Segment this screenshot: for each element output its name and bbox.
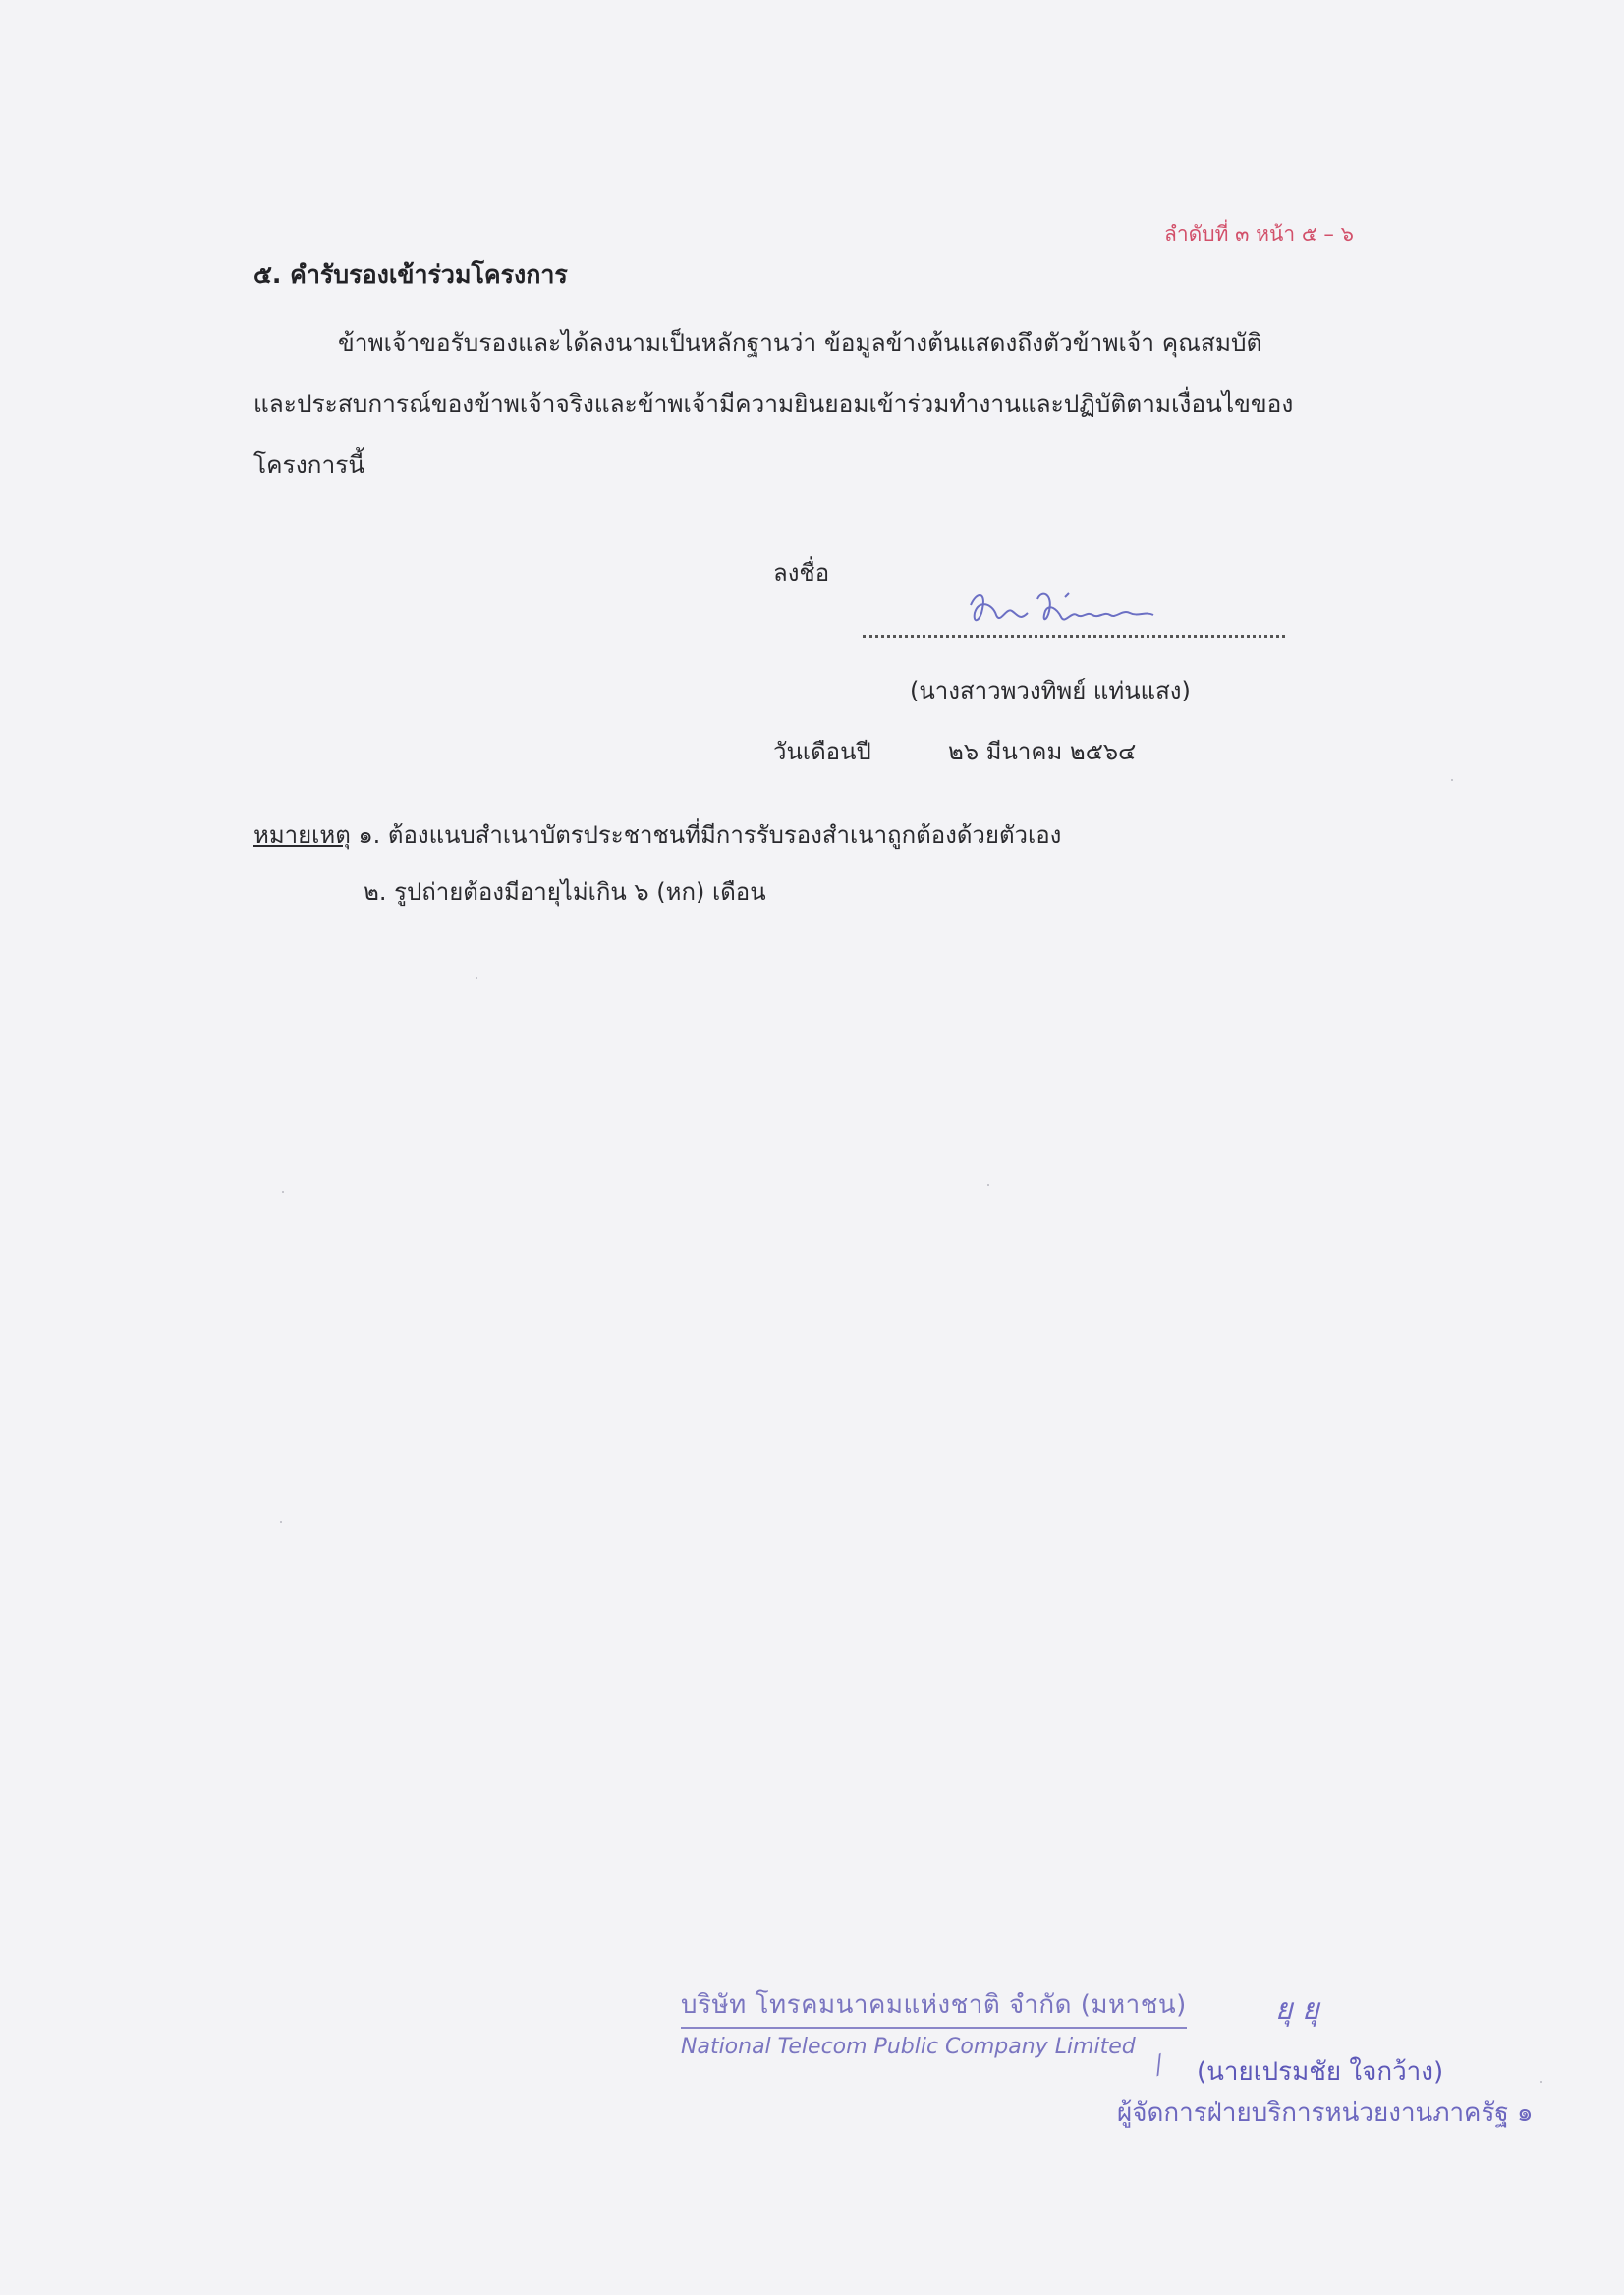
- officer-title: ผู้จัดการฝ่ายบริการหน่วยงานภาครัฐ ๑: [1117, 2099, 1534, 2128]
- section-heading: ๕. คำรับรองเข้าร่วมโครงการ: [253, 260, 568, 289]
- paper-speck: [282, 1191, 284, 1193]
- company-stamp: [681, 1985, 1187, 2059]
- paragraph-line: และประสบการณ์ของข้าพเจ้าจริงและข้าพเจ้ามีความยินยอมเข้าร่วมทำงานและปฏิบัติตามเงื่อนไขของ: [253, 389, 1294, 418]
- stamp-company-thai: บริษัท โทรคมนาคมแห่งชาติ จำกัด (มหาชน): [681, 1985, 1187, 2029]
- handwritten-signature: [963, 586, 1179, 641]
- note-text: ๑. ต้องแนบสำเนาบัตรประชาชนที่มีการรับรองสำเนาถูกต้องด้วยตัวเอง: [358, 821, 1062, 849]
- signature-line: [863, 635, 1285, 638]
- paper-speck: [280, 1521, 282, 1523]
- note-item-1: [253, 815, 1061, 854]
- tick-mark: ⁄: [1150, 2051, 1168, 2081]
- page-reference: ลำดับที่ ๓ หน้า ๕ – ๖: [1164, 222, 1354, 246]
- handwritten-initials: ยุ ยุ: [1275, 1992, 1319, 2027]
- signature-label: ลงชื่อ: [773, 559, 830, 587]
- officer-name: (นายเปรมชัย ใจกว้าง): [1197, 2057, 1444, 2087]
- paper-speck: [1540, 2081, 1542, 2083]
- note-label: หมายเหตุ: [253, 821, 351, 849]
- note-item-2: ๒. รูปถ่ายต้องมีอายุไม่เกิน ๖ (หก) เดือน: [364, 878, 766, 906]
- paragraph-line: โครงการนี้: [253, 450, 365, 478]
- stamp-company-english: National Telecom Public Company Limited: [681, 2035, 1136, 2059]
- paper-speck: [1451, 779, 1453, 781]
- paragraph-line: ข้าพเจ้าขอรับรองและได้ลงนามเป็นหลักฐานว่า ข้อมูลข้างต้นแสดงถึงตัวข้าพเจ้า คุณสมบัติ: [338, 328, 1262, 357]
- certification-paragraph: [253, 312, 1354, 495]
- signer-printed-name: (นางสาวพวงทิพย์ แท่นแสง): [910, 677, 1191, 704]
- paper-speck: [987, 1184, 989, 1186]
- paper-speck: [476, 977, 477, 979]
- date-label: วันเดือนปี: [773, 738, 871, 765]
- date-value: ๒๖ มีนาคม ๒๕๖๔: [948, 738, 1137, 765]
